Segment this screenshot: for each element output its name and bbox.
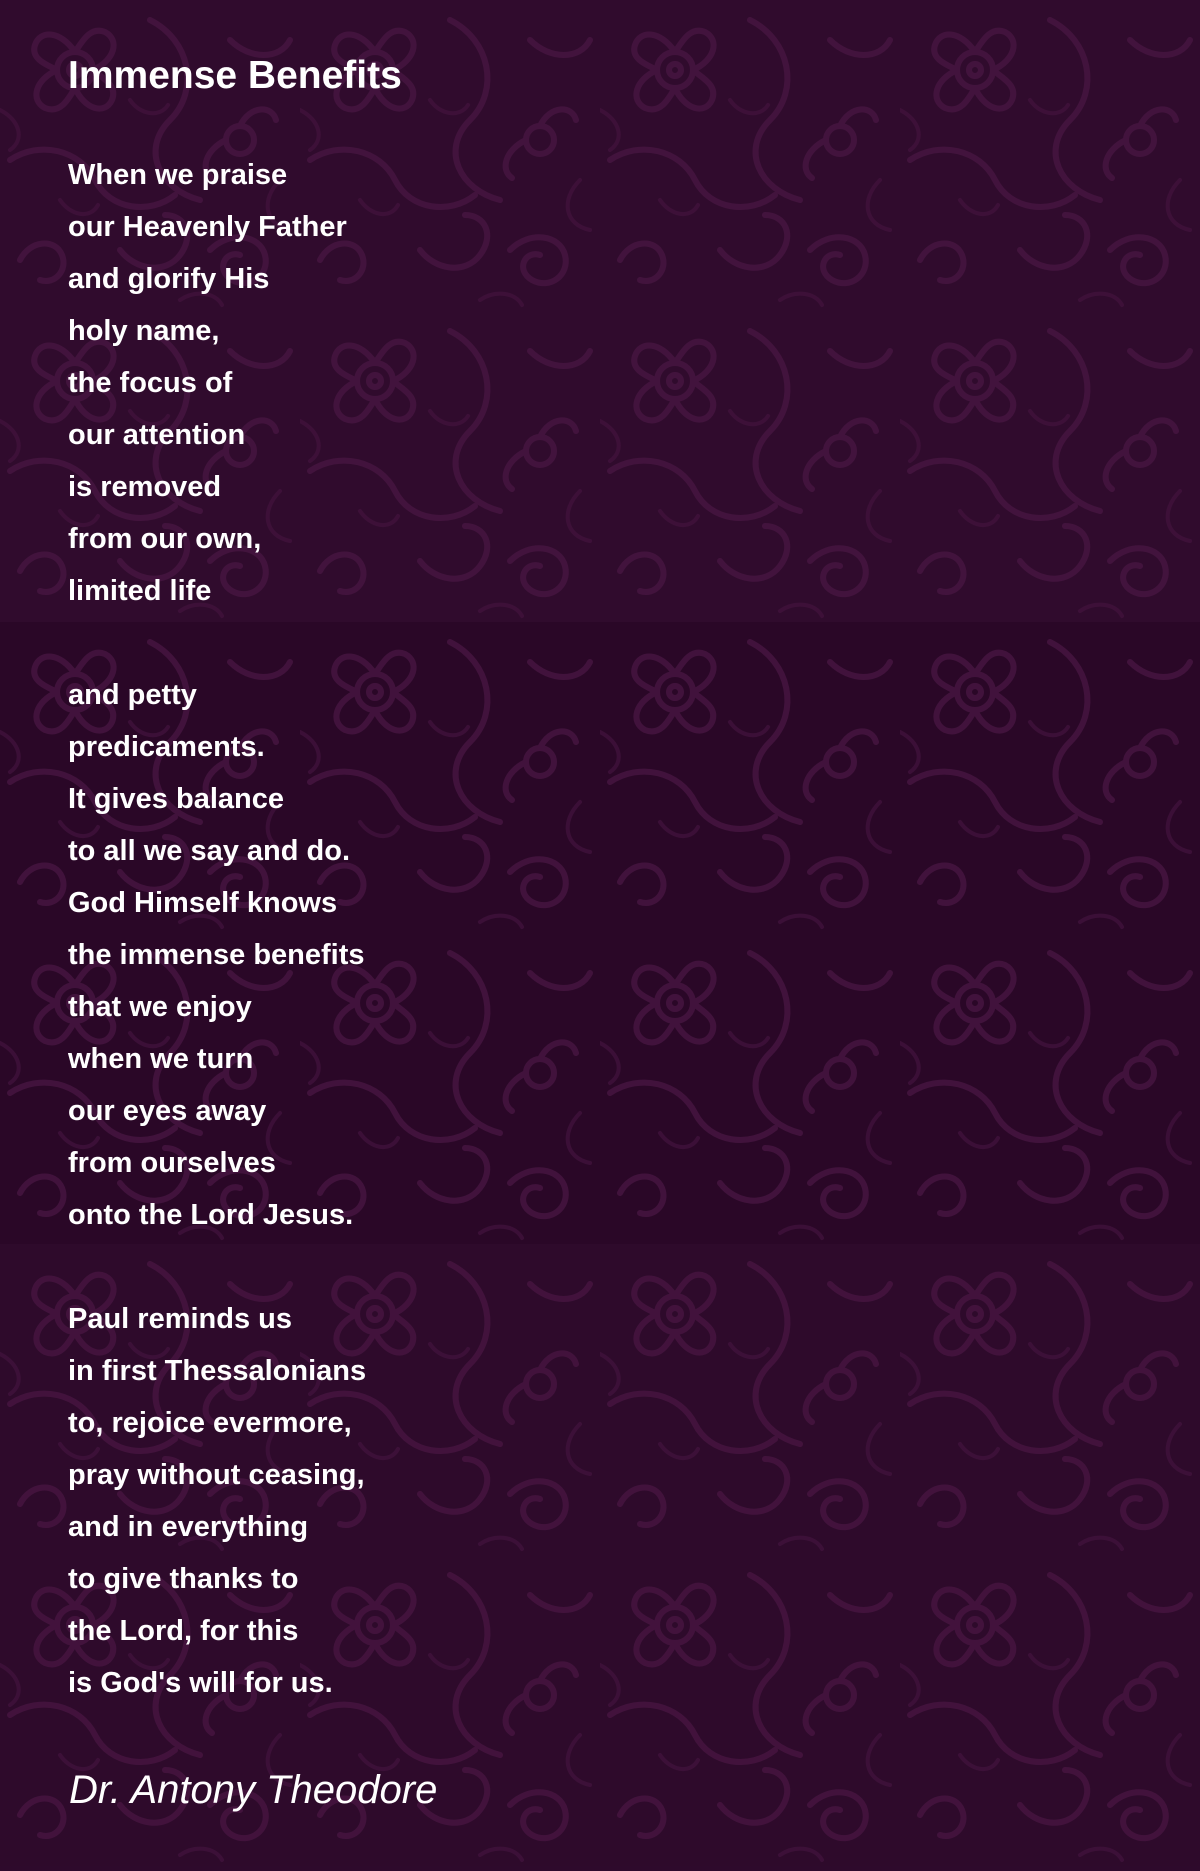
poem-line: onto the Lord Jesus.	[68, 1199, 354, 1231]
poem-line: from our own,	[68, 523, 262, 555]
poem-body	[68, 149, 366, 1709]
poem-line: is removed	[68, 471, 222, 503]
poem-line: that we enjoy	[68, 991, 252, 1023]
poem-line: the immense benefits	[68, 939, 365, 971]
poem-line: When we praise	[68, 159, 288, 191]
poem-line: and glorify His	[68, 263, 270, 295]
poem-line: in first Thessalonians	[68, 1355, 367, 1387]
stanza-2	[68, 669, 366, 1241]
poem-line: from ourselves	[68, 1147, 276, 1179]
poem-line: to give thanks to	[68, 1563, 299, 1595]
poem-line: Paul reminds us	[68, 1303, 293, 1335]
poem-line: our attention	[68, 419, 246, 451]
poem-line: when we turn	[68, 1043, 254, 1075]
poem-line: is God's will for us.	[68, 1667, 333, 1699]
poem-line: and petty	[68, 679, 197, 711]
poem-author: Dr. Antony Theodore	[69, 1768, 438, 1812]
poem-line: God Himself knows	[68, 887, 338, 919]
poem-line: the Lord, for this	[68, 1615, 299, 1647]
poem-line: and in everything	[68, 1511, 309, 1543]
poem-line: limited life	[68, 575, 212, 607]
poem-line: to, rejoice evermore,	[68, 1407, 352, 1439]
stanza-3	[68, 1293, 366, 1709]
poem-line: pray without ceasing,	[68, 1459, 365, 1491]
poem-line: our eyes away	[68, 1095, 267, 1127]
poem-line: holy name,	[68, 315, 220, 347]
poem-line: to all we say and do.	[68, 835, 351, 867]
poem-line: predicaments.	[68, 731, 265, 763]
stanza-1	[68, 149, 366, 617]
poem-line: It gives balance	[68, 783, 284, 815]
poem-title: Immense Benefits	[68, 54, 402, 97]
poem-line: our Heavenly Father	[68, 211, 347, 243]
poem-line: the focus of	[68, 367, 233, 399]
